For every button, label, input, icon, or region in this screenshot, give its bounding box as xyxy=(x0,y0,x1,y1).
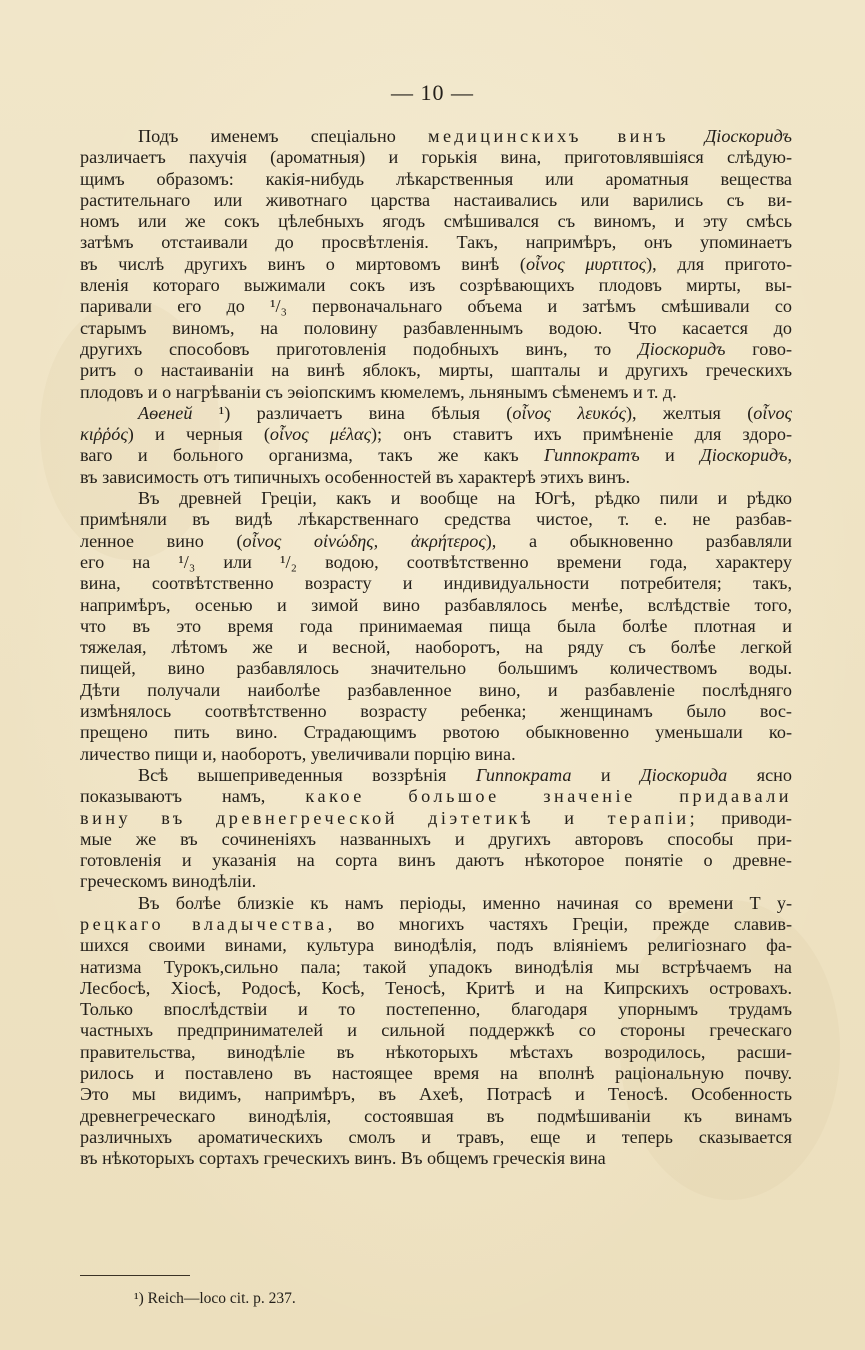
text-run: Дѣти получали наиболѣе разбавленное вино, и разбавленіе послѣдняго xyxy=(80,679,792,700)
text-run: ), а обыкновенно разбавляли xyxy=(485,530,792,551)
italic-run: Діоскоридъ xyxy=(700,445,788,466)
text-line xyxy=(80,914,792,935)
text-run: Въ древней Греціи, какъ и вообще на Югѣ, рѣдко пили и рѣдко xyxy=(138,488,792,509)
text-run: въ числѣ другихъ винъ о миртовомъ винѣ ( xyxy=(80,253,526,274)
italic-run: κιῤῥός xyxy=(80,424,128,445)
text-run: Въ болѣе близкіе къ намъ періоды, именно начиная со времени Т у- xyxy=(138,892,792,913)
text-run: греческомъ винодѣліи. xyxy=(80,871,257,892)
text-run: Всѣ вышеприведенныя воззрѣнія xyxy=(138,764,476,785)
text-run: въ зависимость отъ типичныхъ особенностей въ характерѣ этихъ винъ. xyxy=(80,466,631,487)
text-run: , во многихъ частяхъ Греціи, прежде славив- xyxy=(327,913,793,934)
text-run: что въ это время года принимаемая пища была болѣе плотная и xyxy=(80,615,792,636)
page-number: — 10 — xyxy=(391,80,474,105)
text-run: Лесбосѣ, Хіосѣ, Родосѣ, Косѣ, Теносѣ, Критѣ и на Кипрскихъ островахъ. xyxy=(80,977,792,998)
text-line xyxy=(80,360,792,381)
text-run: старымъ виномъ, на половину разбавленнымъ водою. Что касается до xyxy=(80,317,792,338)
text-run: растительнаго или животнаго царства настаивались или варились съ ви- xyxy=(80,189,792,210)
text-line xyxy=(80,573,792,594)
text-line xyxy=(80,999,792,1020)
text-run: Подъ именемъ спеціально xyxy=(138,126,428,146)
text-line xyxy=(80,1042,792,1063)
text-line xyxy=(80,808,792,829)
text-line xyxy=(80,552,792,573)
text-run: ленное вино ( xyxy=(80,530,243,551)
text-run: пищей, вино разбавлялось значительно большимъ количествомъ воды. xyxy=(80,658,792,679)
text-run: , xyxy=(787,445,792,466)
text-run: ) и черныя ( xyxy=(127,424,270,445)
spaced-run: рецкаго владычества xyxy=(80,913,328,934)
text-line xyxy=(80,488,792,509)
text-line xyxy=(80,509,792,530)
paragraph xyxy=(80,765,792,893)
text-run: щимъ образомъ: какія-нибудь лѣкарственныя или ароматныя вещества xyxy=(80,168,792,189)
text-run: готовленія и указанія на сорта винъ даютъ нѣкоторое понятіе о древне- xyxy=(80,850,792,871)
text-run: ритъ о настаиваніи на винѣ яблокъ, мирты, шапталы и другихъ греческихъ xyxy=(80,360,792,381)
text-line xyxy=(80,1063,792,1084)
text-run: и xyxy=(571,764,641,785)
text-run: личество пищи и, наоборотъ, увеличивали порцію вина. xyxy=(80,743,516,764)
paragraph xyxy=(80,893,792,1170)
spaced-run: какое большое значеніе придавали xyxy=(305,786,792,807)
text-line xyxy=(80,850,792,871)
text-line xyxy=(80,1148,792,1169)
text-run: мые же въ сочиненіяхъ названныхъ и другихъ авторовъ способы при- xyxy=(80,828,792,849)
text-line xyxy=(80,744,792,765)
text-run: напримѣръ, осенью и зимой вино разбавлялось менѣе, вслѣдствіе того, xyxy=(80,594,792,615)
text-run: ); онъ ставитъ ихъ примѣненіе для здоро- xyxy=(370,424,792,445)
text-line xyxy=(80,722,792,743)
text-run: тяжелая, лѣтомъ же и весной, наоборотъ, на ряду съ болѣе легкой xyxy=(80,637,792,658)
text-run: ваго и больного организма, такъ же какъ xyxy=(80,445,545,466)
body-text xyxy=(80,126,792,1170)
text-run: другихъ способовъ приготовленія подобныхъ винъ, то xyxy=(80,338,639,359)
text-line xyxy=(80,190,792,211)
italic-run: οἶνος οἰνώδης, ἀκρήτερος xyxy=(242,530,486,551)
text-line xyxy=(80,1020,792,1041)
text-line xyxy=(80,424,792,445)
text-line xyxy=(80,318,792,339)
text-line xyxy=(80,169,792,190)
italic-run: Діоскоридъ xyxy=(638,338,726,359)
text-run: Это мы видимъ, напримѣръ, въ Ахеѣ, Потрасѣ и Теносѣ. Особенность xyxy=(80,1084,792,1105)
text-run: плодовъ и о нагрѣваніи съ эѳіопскимъ кюмелемъ, льнянымъ сѣменемъ и т. д. xyxy=(80,381,677,402)
text-line xyxy=(80,935,792,956)
text-line xyxy=(80,616,792,637)
text-line xyxy=(80,275,792,296)
text-line xyxy=(80,829,792,850)
italic-run: οἶνος μέλας xyxy=(269,424,371,445)
text-run: показываютъ намъ, xyxy=(80,786,306,807)
text-run: прещено пить вино. Страдающимъ рвотою обыкновенно уменьшали ко- xyxy=(80,722,792,743)
text-line xyxy=(80,765,792,786)
spaced-run: медицинскихъ винъ xyxy=(427,126,705,146)
text-run: ясно xyxy=(727,764,793,785)
text-line xyxy=(80,403,792,424)
text-line xyxy=(80,147,792,168)
italic-run: Гиппократа xyxy=(475,764,572,785)
footnote: ¹) Reich—loco cit. p. 237. xyxy=(134,1290,296,1307)
text-line xyxy=(80,595,792,616)
text-line xyxy=(80,467,792,488)
paragraph xyxy=(80,126,792,403)
text-run: различныхъ ароматическихъ смолъ и травъ, еще и теперь сказывается xyxy=(80,1126,792,1147)
text-line xyxy=(80,893,792,914)
text-line xyxy=(80,211,792,232)
text-run: ¹) различаетъ вина бѣлыя ( xyxy=(192,402,513,423)
footnote-rule xyxy=(80,1275,190,1276)
text-run: въ нѣкоторыхъ сортахъ греческихъ винъ. Въ общемъ греческія вина xyxy=(80,1148,606,1169)
text-line xyxy=(80,680,792,701)
italic-run: οἶνος xyxy=(753,402,792,423)
text-line xyxy=(80,254,792,275)
text-line xyxy=(80,296,792,317)
text-run: и xyxy=(639,445,701,466)
text-line xyxy=(80,871,792,892)
text-run: частныхъ предпринимателей и сильной поддержкѣ со стороны греческаго xyxy=(80,1020,792,1041)
text-run: ), для пригото- xyxy=(646,253,793,274)
text-run: вина, соотвѣтственно возрасту и индивидуальности потребителя; такъ, xyxy=(80,573,792,594)
text-line xyxy=(80,339,792,360)
paragraph xyxy=(80,488,792,765)
italic-run: Аѳеней xyxy=(138,402,193,423)
text-run: рилось и поставлено въ настоящее время на вполнѣ раціональную почву. xyxy=(80,1063,792,1084)
text-run: гово- xyxy=(725,338,792,359)
text-line xyxy=(80,126,792,147)
text-run: ), желтыя ( xyxy=(625,402,754,423)
text-run: различаетъ пахучія (ароматныя) и горькія вина, приготовлявшіяся слѣдую- xyxy=(80,147,792,168)
text-line xyxy=(80,701,792,722)
text-run: ; приводи- xyxy=(689,807,792,828)
text-run: Только впослѣдствіи и то постепенно, благодаря упорнымъ трудамъ xyxy=(80,999,792,1020)
italic-run: Діоскоридъ xyxy=(704,126,792,146)
italic-run: οἶνος μυρτιτος xyxy=(525,253,647,274)
text-line xyxy=(80,445,792,466)
text-line xyxy=(80,978,792,999)
text-run: правительства, винодѣліе въ нѣкоторыхъ мѣстахъ возродилось, расши- xyxy=(80,1041,792,1062)
text-run: измѣнялось соотвѣтственно возрасту ребенка; женщинамъ было вос- xyxy=(80,701,792,722)
italic-run: οἶνος λευκός xyxy=(512,402,626,423)
text-run: номъ или же сокъ цѣлебныхъ ягодъ смѣшивался съ виномъ, и эту смѣсь xyxy=(80,211,792,232)
italic-run: Гиппократъ xyxy=(544,445,640,466)
text-line xyxy=(80,1106,792,1127)
text-run: затѣмъ отстаивали до просвѣтленія. Такъ, напримѣръ, онъ упоминаетъ xyxy=(80,232,792,253)
italic-run: Діоскорида xyxy=(640,764,728,785)
text-run: шихся своими винами, культура винодѣлія, подъ вліяніемъ религіознаго фа- xyxy=(80,935,792,956)
paragraph xyxy=(80,403,792,488)
text-run: вленія котораго выжимали сокъ изъ созрѣвающихъ плодовъ мирты, вы- xyxy=(80,275,792,296)
text-line xyxy=(80,957,792,978)
text-run: его на ¹/₃ или ¹/₂ водою, соотвѣтственно времени года, характеру xyxy=(80,551,792,572)
text-line xyxy=(80,531,792,552)
text-run: натизма Турокъ,сильно пала; такой упадокъ винодѣлія мы встрѣчаемъ на xyxy=(80,956,792,977)
text-line xyxy=(80,658,792,679)
text-run: древнегреческаго винодѣлія, состоявшая въ подмѣшиваніи къ винамъ xyxy=(80,1105,792,1126)
text-line xyxy=(80,1084,792,1105)
text-line xyxy=(80,232,792,253)
text-line xyxy=(80,637,792,658)
spaced-run: вину въ древнегреческой діэтетикѣ и терапіи xyxy=(80,807,690,828)
text-line xyxy=(80,382,792,403)
text-run: примѣняли въ видѣ лѣкарственнаго средства чистое, т. е. не разбав- xyxy=(80,509,792,530)
text-line xyxy=(80,1127,792,1148)
text-line xyxy=(80,786,792,807)
text-run: паривали его до ¹/₃ первоначальнаго объема и затѣмъ смѣшивали со xyxy=(80,296,792,317)
